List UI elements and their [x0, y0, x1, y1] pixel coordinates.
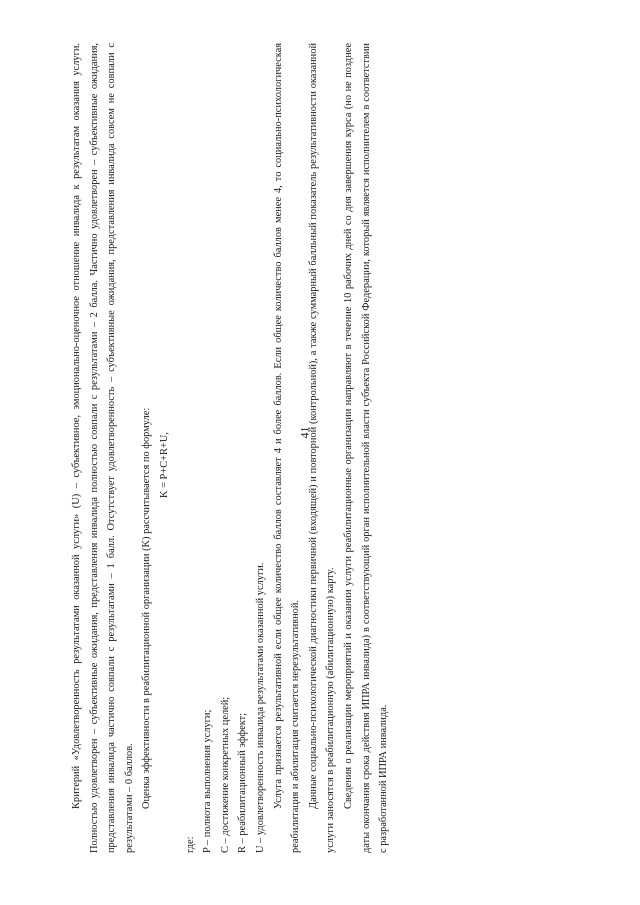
recognized-paragraph: Услуга признается результативной если общее количество баллов составляет 4 и более баллов. Если общее количество баллов менее 4, то социально-психологическая реабилитация и абилитация считается нерезультативной. [272, 43, 302, 853]
where-label: где: [184, 836, 196, 853]
page-number: 41 [297, 426, 312, 439]
definition-u: U – удовлетворенность инвалида результатами оказанной услуги. [254, 562, 266, 853]
document-body [68, 43, 390, 853]
info-paragraph: Сведения о реализации мероприятий и оказании услуги реабилитационные организации направляют в течение 10 рабочих дней со дня завершения курса (но не позднее даты окончания срока действия ИПРА инвалида) в соответствующий орган исполнительной власти субъекта Российской Федерации, который является исполнителем в соответствии с разработанной ИПРА инвалида. [342, 43, 390, 853]
evaluation-paragraph: Оценка эффективности в реабилитационной организации (K) рассчитывается по формуле: [141, 407, 153, 809]
definition-c: C – достижение конкретных целей; [219, 696, 231, 853]
definition-p: P – полнота выполнения услуги; [202, 709, 214, 853]
diagnostics-paragraph: Данные социально-психологической диагностики первичной (входящей) и повторной (контрольной), а также суммарный балльный показатель результативности оказанной услуги заносятся в реабилитационную (абилитационную) карту. [307, 43, 337, 853]
formula: K = P+C+R+U, [158, 432, 170, 498]
criterion-paragraph: Критерий «Удовлетворенность результатами оказанной услуги» (U) – субъективное, эмоционально-оценочное отношение инвалида к результатам оказания услуги. Полностью удовлетворен – субъективные ожидания, представления инвалида полностью совпали с результатами – 2 балла. Частично удовлетворен – субъективные ожидания, представления инвалида частично совпали с результатами – 1 балл. Отсутствует удовлетворенность – субъективные ожидания, представления инвалида совсем не совпали с результатами – 0 баллов. [71, 43, 135, 853]
definition-r: R – реабилитационный эффект; [237, 712, 249, 853]
